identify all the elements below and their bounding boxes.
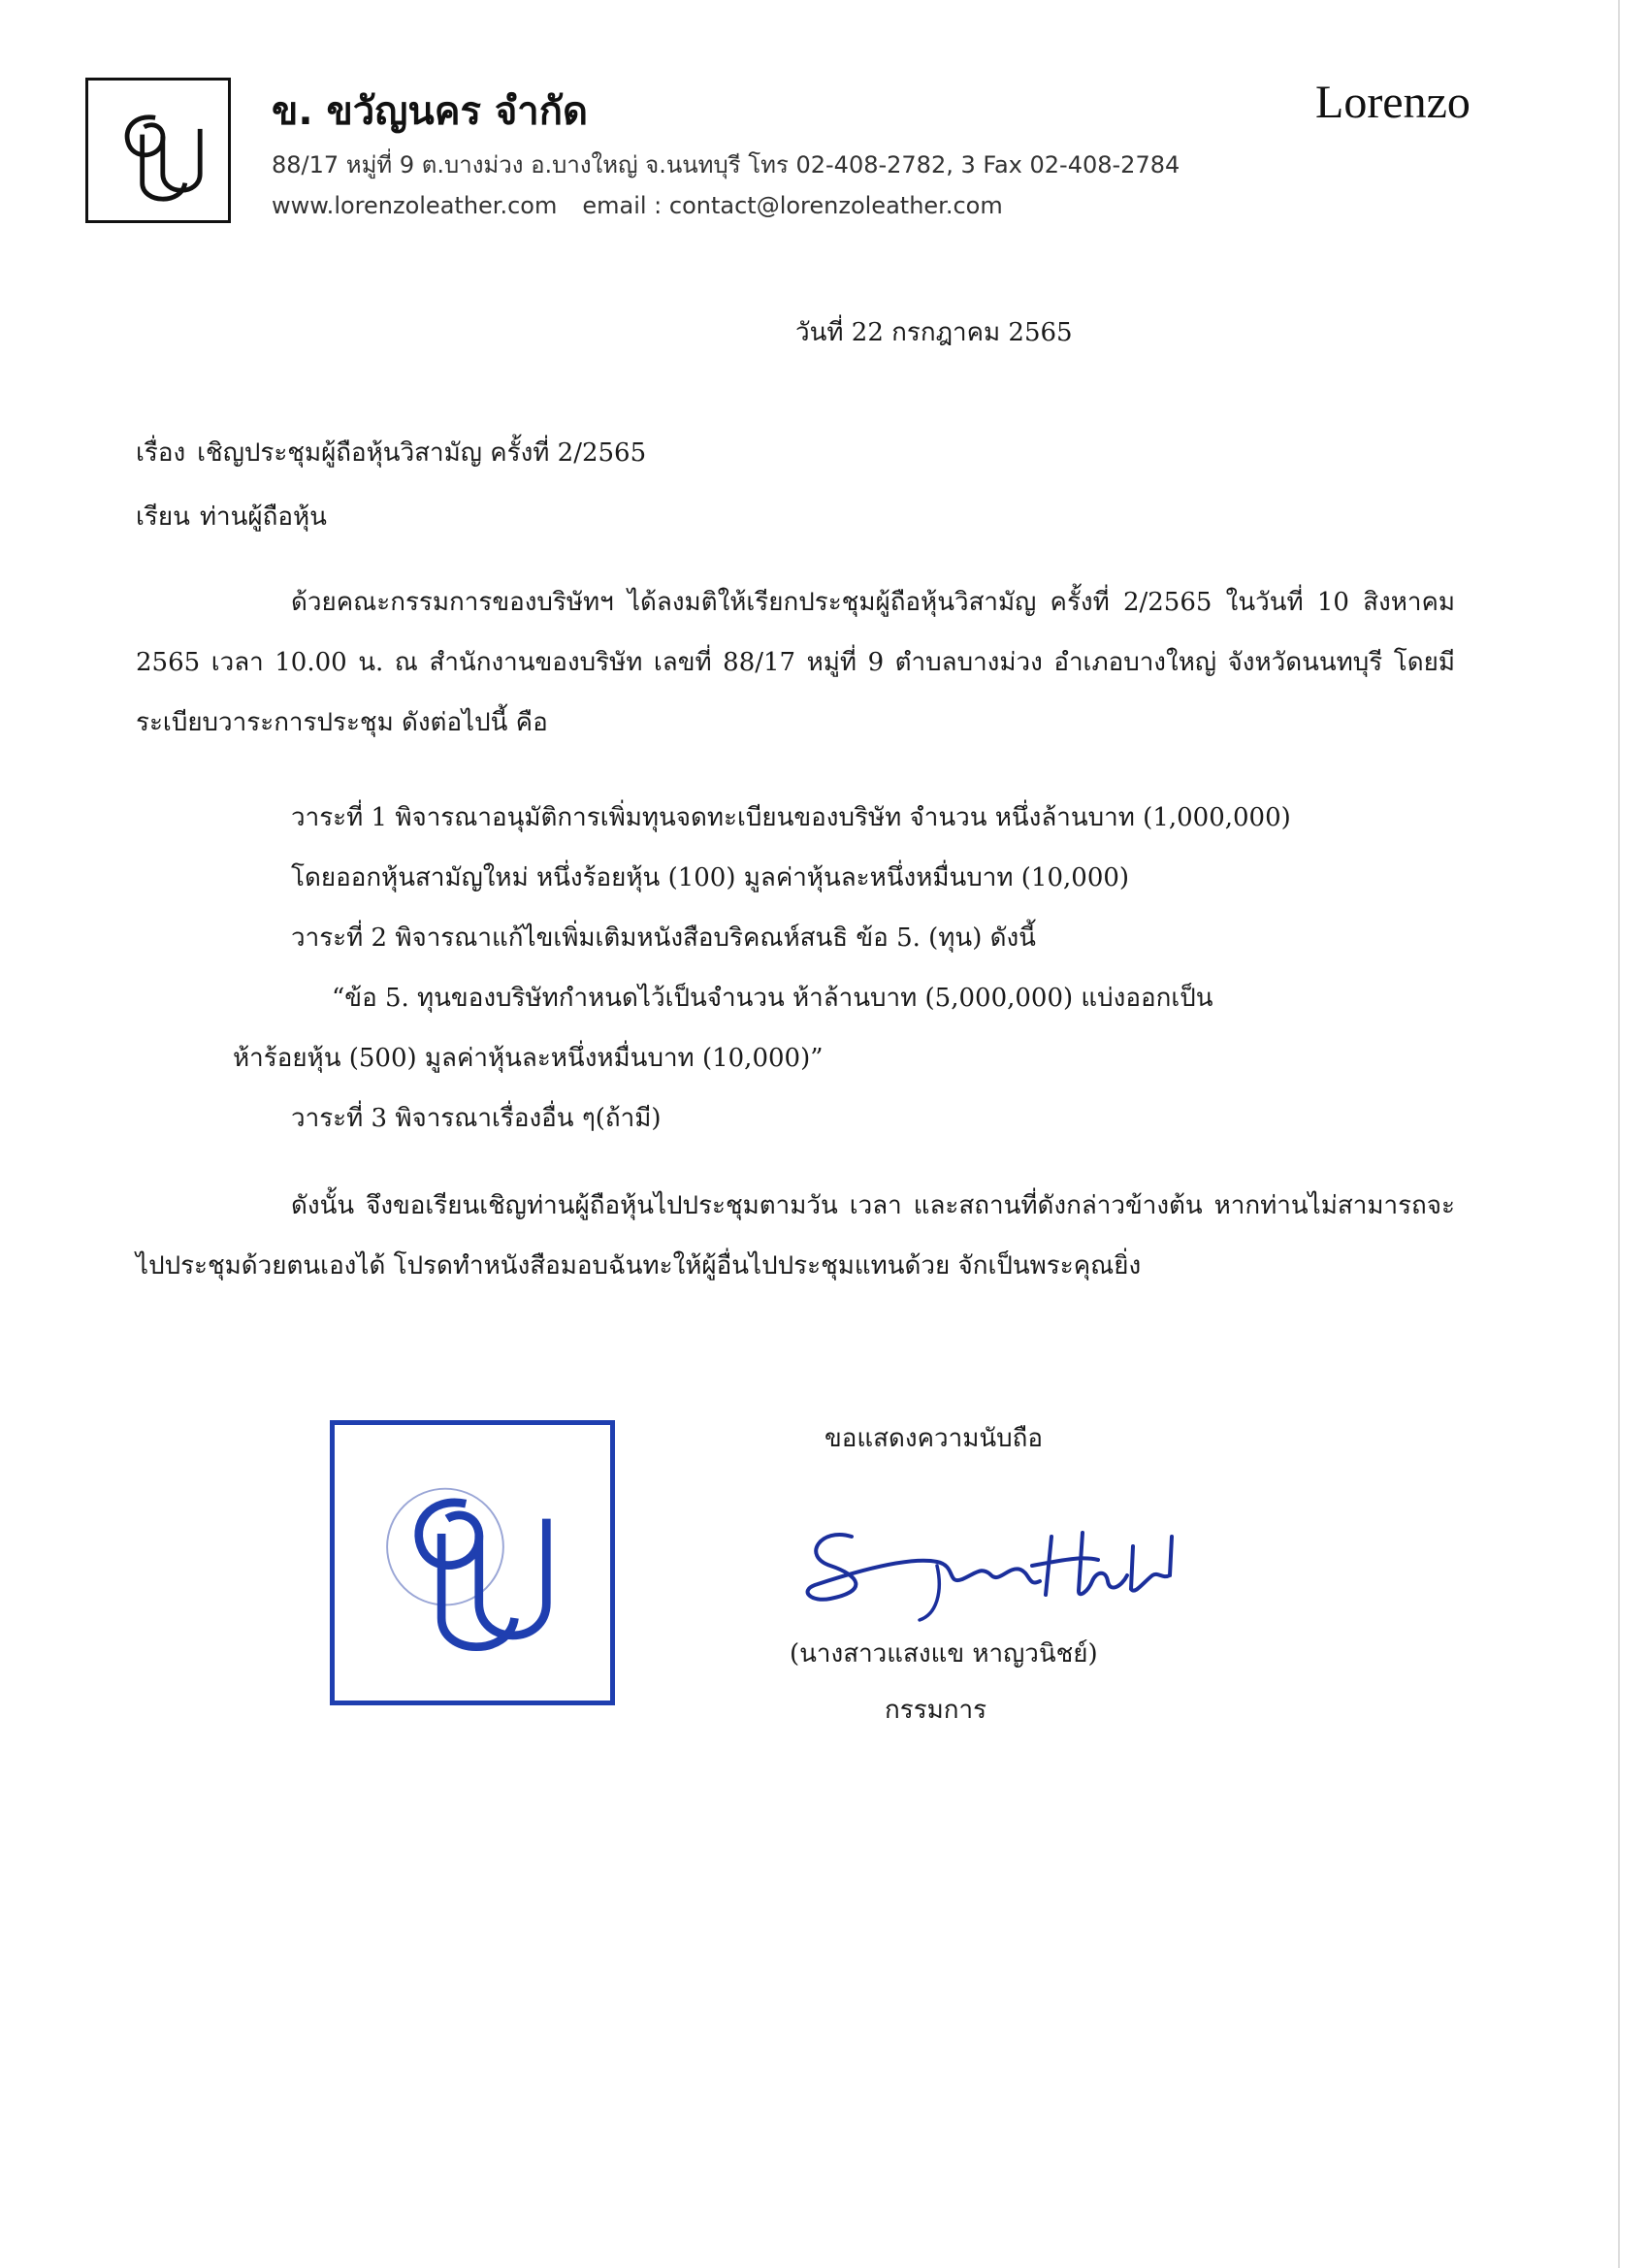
body-paragraph-1: ด้วยคณะกรรมการของบริษัทฯ ได้ลงมติให้เรียกประชุมผู้ถือหุ้นวิสามัญ ครั้งที่ 2/2565 ในวันที่ 10 สิงหาคม 2565 เวลา 10.00 น. ณ สำนักงานของบริษัท เลขที่ 88/17 หมู่ที่ 9 ตำบลบางม่วง อำเภอบางใหญ่ จังหวัดนนทบุรี โดยมีระเบียบวาระการประชุม ดังต่อไปนี้ คือ [136,588,1455,737]
agenda-line: วาระที่ 1 พิจารณาอนุมัติการเพิ่มทุนจดทะเบียนของบริษัท จำนวน หนึ่งล้านบาท (1,000,000) [291,803,1291,832]
stamp-monogram-icon [335,1425,610,1701]
company-name: ข. ขวัญนคร จำกัด [272,89,588,134]
company-monogram-icon [88,81,228,220]
salutation-label: เรียน [136,502,190,532]
subject-label: เรื่อง [136,438,186,468]
agenda-line: โดยออกหุ้นสามัญใหม่ หนึ่งร้อยหุ้น (100) มูลค่าหุ้นละหนึ่งหมื่นบาท (10,000) [291,863,1130,892]
letter-subject [136,437,646,470]
company-logo [85,78,231,223]
company-address: 88/17 หมู่ที่ 9 ต.บางม่วง อ.บางใหญ่ จ.นนทบุรี โทร 02-408-2782, 3 Fax 02-408-2784 [272,151,1180,178]
agenda-line: วาระที่ 3 พิจารณาเรื่องอื่น ๆ(ถ้ามี) [291,1104,662,1133]
agenda-line: “ข้อ 5. ทุนของบริษัทกำหนดไว้เป็นจำนวน ห้าล้านบาท (5,000,000) แบ่งออกเป็น [332,984,1213,1013]
subject-text: เชิญประชุมผู้ถือหุ้นวิสามัญ ครั้งที่ 2/2565 [197,438,647,468]
salutation-text: ท่านผู้ถือหุ้น [199,502,327,532]
brand-logo: Lorenzo [1315,77,1471,128]
agenda-line: วาระที่ 2 พิจารณาแก้ไขเพิ่มเติมหนังสือบริคณห์สนธิ ข้อ 5. (ทุน) ดังนี้ [291,923,1036,953]
letter-date: วันที่ 22 กรกฎาคม 2565 [795,318,1073,347]
letter-salutation [136,501,327,534]
body-paragraph-2: ดังนั้น จึงขอเรียนเชิญท่านผู้ถือหุ้นไปประชุมตามวัน เวลา และสถานที่ดังกล่าวข้างต้น หากท่านไม่สามารถจะไปประชุมด้วยตนเองได้ โปรดทำหนังสือมอบฉันทะให้ผู้อื่นไปประชุมแทนด้วย จักเป็นพระคุณยิ่ง [136,1191,1455,1280]
closing-text: ขอแสดงความนับถือ [824,1424,1043,1453]
scan-edge [1618,0,1620,2268]
signature-image [792,1498,1199,1624]
signer-name: (นางสาวแสงแข หาญวนิชย์) [790,1639,1098,1669]
signer-title: กรรมการ [885,1696,987,1725]
agenda-line: ห้าร้อยหุ้น (500) มูลค่าหุ้นละหนึ่งหมื่นบาท (10,000)” [233,1044,824,1073]
company-stamp [330,1420,615,1705]
company-contact [272,192,1003,219]
website-link[interactable]: www.lorenzoleather.com [272,192,558,219]
email-text: email : contact@lorenzoleather.com [582,192,1003,219]
signature [792,1498,1199,1624]
